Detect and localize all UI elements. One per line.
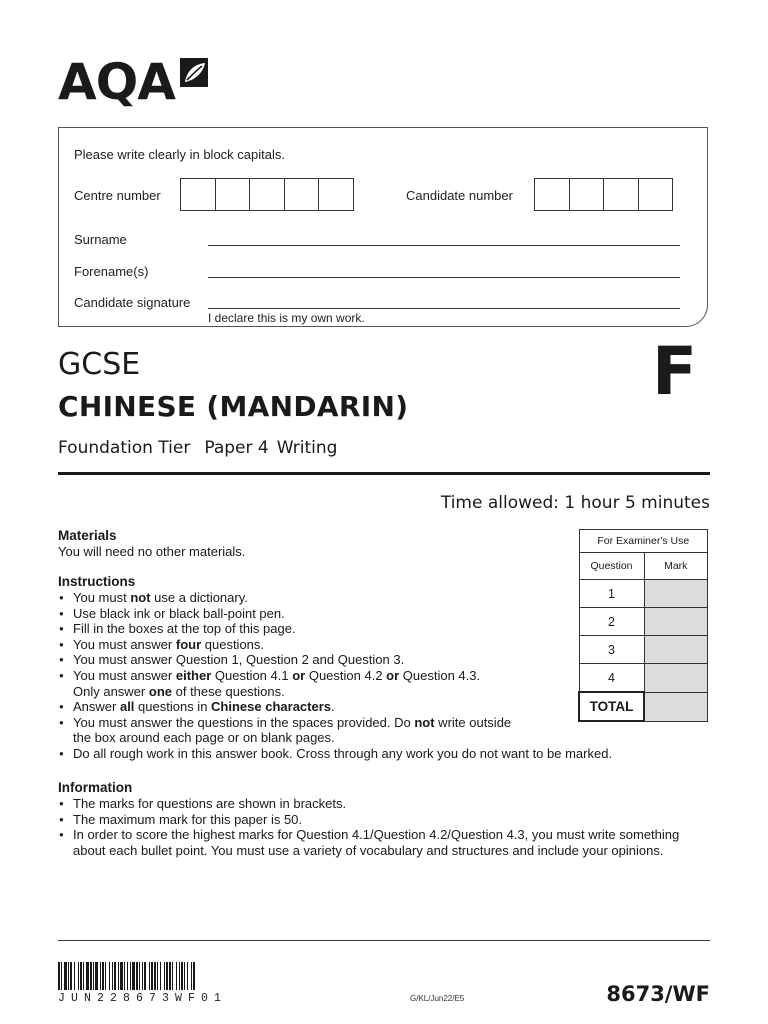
barcode-bar <box>105 962 106 990</box>
barcode-bar <box>112 962 113 990</box>
barcode-bar <box>114 962 116 990</box>
barcode-bar <box>160 962 161 990</box>
candidate-number-boxes[interactable] <box>534 178 673 211</box>
candidate-number-label: Candidate number <box>406 188 513 203</box>
mark-column-header: Mark <box>644 553 708 580</box>
total-row <box>579 692 708 721</box>
total-label: TOTAL <box>579 692 644 721</box>
candidate-digit-box[interactable] <box>603 178 639 211</box>
barcode-bar <box>187 962 188 990</box>
barcode-bar <box>120 962 123 990</box>
logo-text: AQA <box>58 53 175 111</box>
barcode-text: JUN228673WF01 <box>58 992 228 1005</box>
tier-paper-line <box>58 436 351 460</box>
forename-label: Forename(s) <box>74 264 149 279</box>
candidate-digit-box[interactable] <box>638 178 674 211</box>
leaf-icon <box>177 56 211 90</box>
barcode-bar <box>176 962 177 990</box>
candidate-digit-box[interactable] <box>534 178 570 211</box>
instruction-item: ● Fill in the boxes at the top of this page. <box>58 621 698 637</box>
title-divider <box>58 472 710 475</box>
forename-field[interactable] <box>208 277 680 278</box>
materials-section <box>58 528 558 560</box>
information-section <box>58 780 710 858</box>
time-allowed: Time allowed: 1 hour 5 minutes <box>440 493 710 513</box>
barcode-bar <box>90 962 92 990</box>
declaration-text: I declare this is my own work. <box>208 311 365 325</box>
mark-cell <box>644 636 708 664</box>
instruction-item: ● You must answer four questions. <box>58 637 698 653</box>
document-reference: G/KL/Jun22/E5 <box>410 994 465 1003</box>
barcode-bar <box>93 962 94 990</box>
mark-cell <box>644 608 708 636</box>
barcode-bar <box>83 962 84 990</box>
barcode-bar <box>127 962 128 990</box>
barcode-bar <box>95 962 98 990</box>
barcode-bar <box>68 962 69 990</box>
table-row <box>579 664 708 693</box>
question-number: 4 <box>579 664 644 693</box>
centre-digit-box[interactable] <box>215 178 251 211</box>
barcode-bar <box>118 962 119 990</box>
question-number: 3 <box>579 636 644 664</box>
centre-number-boxes[interactable] <box>180 178 354 211</box>
question-number: 2 <box>579 608 644 636</box>
paper-text: Paper 4 <box>204 438 269 458</box>
barcode-bar <box>136 962 138 990</box>
total-mark-cell <box>644 692 708 721</box>
barcode-bar <box>157 962 158 990</box>
barcode-bar <box>184 962 185 990</box>
information-item: ● In order to score the highest marks for Question 4.1/Question 4.2/Question 4.3, you must write something about each bullet point. You must use a variety of vocabulary and structures and include your opinions. <box>58 827 710 858</box>
table-row <box>579 580 708 608</box>
subject-title: CHINESE (MANDARIN) <box>58 390 409 423</box>
barcode-bar <box>154 962 156 990</box>
candidate-digit-box[interactable] <box>569 178 605 211</box>
centre-digit-box[interactable] <box>284 178 320 211</box>
table-row <box>579 636 708 664</box>
barcode-bar <box>149 962 150 990</box>
barcode-bar <box>70 962 72 990</box>
barcode-bar <box>61 962 62 990</box>
barcode-bar <box>78 962 79 990</box>
centre-digit-box[interactable] <box>249 178 285 211</box>
barcode-bar <box>102 962 104 990</box>
instruction-item: ● You must not use a dictionary. <box>58 590 698 606</box>
instructions-heading: Instructions <box>58 574 136 589</box>
barcode-bar <box>124 962 125 990</box>
barcode-bar <box>151 962 153 990</box>
instruction-item: ● Use black ink or black ball-point pen. <box>58 606 698 622</box>
barcode-bar <box>80 962 82 990</box>
centre-digit-box[interactable] <box>318 178 354 211</box>
examiner-table-title: For Examiner's Use <box>579 530 708 553</box>
component-text: Writing <box>276 438 338 458</box>
block-capitals-instruction: Please write clearly in block capitals. <box>74 147 285 162</box>
barcode-bar <box>109 962 110 990</box>
information-heading: Information <box>58 780 133 795</box>
question-number: 1 <box>579 580 644 608</box>
barcode-bar <box>86 962 89 990</box>
surname-field[interactable] <box>208 245 680 246</box>
signature-field[interactable] <box>208 308 680 309</box>
footer-divider <box>58 940 710 941</box>
centre-digit-box[interactable] <box>180 178 216 211</box>
aqa-logo <box>58 52 211 112</box>
barcode-bar <box>191 962 192 990</box>
barcode-bar <box>179 962 180 990</box>
surname-label: Surname <box>74 232 127 247</box>
signature-label: Candidate signature <box>74 295 191 310</box>
instruction-item: ● You must answer Question 1, Question 2 and Question 3. <box>58 652 698 668</box>
barcode-bar <box>172 962 173 990</box>
instruction-item: ● You must answer either Question 4.1 or Question 4.2 or Question 4.3. Only answer one of these questions. <box>58 668 698 699</box>
barcode-bar <box>169 962 171 990</box>
examiner-use-table <box>578 529 708 722</box>
mark-cell <box>644 664 708 693</box>
barcode-bar <box>58 962 60 990</box>
barcode <box>58 962 320 990</box>
qualification-title: GCSE <box>58 347 141 382</box>
barcode-bar <box>181 962 183 990</box>
barcode-bar <box>193 962 195 990</box>
instruction-item: ● Answer all questions in Chinese characters. <box>58 699 698 715</box>
centre-number-label: Centre number <box>74 188 161 203</box>
table-row <box>579 608 708 636</box>
barcode-bar <box>64 962 67 990</box>
information-item: ● The marks for questions are shown in brackets. <box>58 796 710 812</box>
mark-cell <box>644 580 708 608</box>
barcode-bar <box>142 962 143 990</box>
paper-code: 8673/WF <box>606 982 710 1006</box>
barcode-bar <box>144 962 146 990</box>
barcode-bar <box>139 962 140 990</box>
question-column-header: Question <box>579 553 644 580</box>
tier-letter: F <box>652 333 698 410</box>
tier-text: Foundation Tier <box>58 438 191 458</box>
barcode-bar <box>132 962 135 990</box>
instruction-item: ● You must answer the questions in the spaces provided. Do not write outside the box around each page or on blank pages. <box>58 715 698 746</box>
barcode-bar <box>166 962 168 990</box>
instruction-item: ● Do all rough work in this answer book. Cross through any work you do not want to be marked. <box>58 746 698 762</box>
barcode-bar <box>164 962 165 990</box>
information-item: ● The maximum mark for this paper is 50. <box>58 812 710 828</box>
barcode-bar <box>74 962 75 990</box>
barcode-bar <box>100 962 101 990</box>
materials-heading: Materials <box>58 528 117 543</box>
barcode-bar <box>130 962 131 990</box>
information-list <box>58 796 710 858</box>
materials-text: You will need no other materials. <box>58 544 246 559</box>
candidate-details-box <box>58 127 708 327</box>
